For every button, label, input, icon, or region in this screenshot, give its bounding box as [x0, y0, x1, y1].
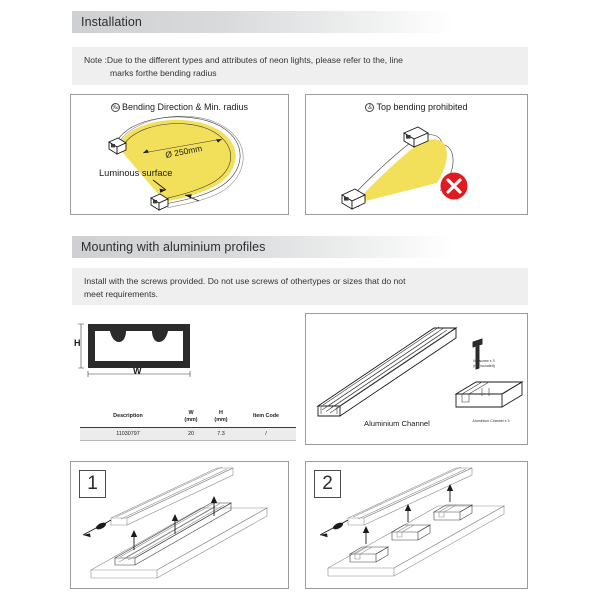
- mounting-note-line1: Install with the screws provided. Do not use screws of othertypes or sizes that do not: [84, 276, 406, 286]
- bending-direction-title: [71, 102, 288, 112]
- assembly-arrows-2: [363, 484, 453, 544]
- mounting-clip-3: [434, 505, 472, 520]
- mounting-clip-2: [392, 525, 430, 540]
- neon-strip-2: [348, 467, 472, 525]
- col-height: [206, 408, 236, 427]
- cell-width: 20: [176, 427, 206, 440]
- lead-wire-2: [320, 520, 348, 537]
- spec-table: [80, 408, 296, 441]
- mounting-note: [72, 268, 528, 305]
- cell-height: 7.3: [206, 427, 236, 440]
- clip-caption: Aluminium Channel x 3: [472, 419, 510, 423]
- step-1-number: 1: [79, 470, 106, 498]
- cell-item-code: /: [236, 427, 296, 440]
- top-bending-prohibited-title-text: Top bending prohibited: [376, 102, 468, 112]
- mounting-clip-1: [350, 547, 388, 562]
- aluminium-channel-caption: Aluminium Channel: [364, 419, 430, 428]
- bending-direction-drawing: [71, 95, 290, 216]
- parts-drawing: [306, 314, 529, 446]
- circled-ampersand-icon: &: [365, 103, 374, 112]
- diameter-label: Ø 250mm: [164, 143, 204, 160]
- col-width-unit: (mm): [184, 416, 198, 423]
- aluminium-channel-part: [318, 327, 456, 416]
- circled-percent-icon: ‰: [112, 105, 119, 111]
- col-width: [176, 408, 206, 427]
- bending-direction-diagram: [70, 94, 289, 215]
- col-height-letter: H: [219, 410, 223, 416]
- top-bending-prohibited-title: [306, 102, 527, 112]
- step-2-number: 2: [314, 470, 341, 498]
- channel-clip-part: [456, 382, 522, 407]
- cell-description: 11030797: [80, 427, 176, 440]
- luminous-surface-label: Luminous surface: [99, 168, 173, 178]
- installation-note-line2: marks forthe bending radius: [110, 68, 217, 79]
- col-description: Description: [80, 408, 176, 427]
- tube-end-bottom-2: [342, 189, 365, 209]
- section-header-installation: [72, 11, 454, 33]
- profile-cross-section: [72, 318, 212, 378]
- profile-height-label: H: [74, 338, 81, 348]
- bending-direction-title-text: Bending Direction & Min. radius: [121, 102, 249, 112]
- installation-note: [72, 47, 528, 85]
- screw-caption-line2: (not included): [473, 364, 495, 369]
- step-1-panel: [70, 461, 289, 589]
- parts-diagram: [305, 313, 528, 445]
- col-height-unit: (mm): [214, 416, 228, 423]
- col-item-code: Item Code: [236, 408, 296, 427]
- step-2-panel: [305, 461, 528, 589]
- profile-width-label: W: [133, 366, 142, 376]
- section-title-installation: Installation: [81, 15, 142, 29]
- section-header-mounting: [72, 236, 454, 258]
- prohibited-icon: [441, 173, 468, 200]
- col-width-letter: W: [188, 410, 194, 416]
- section-title-mounting: Mounting with aluminium profiles: [81, 240, 266, 254]
- top-bending-prohibited-diagram: [305, 94, 528, 215]
- table-row: [80, 427, 296, 440]
- screw-caption-line1: M3 screw x 3: [473, 359, 495, 363]
- lead-wire: [83, 520, 111, 537]
- top-bending-drawing: [306, 95, 529, 216]
- neon-strip: [111, 467, 233, 525]
- screw-caption: [454, 359, 514, 369]
- table-header-row: [80, 408, 296, 427]
- installation-note-line1: Note :Due to the different types and attributes of neon lights, please refer to the, line: [84, 55, 403, 65]
- mounting-note-line2: meet requirements.: [84, 289, 159, 300]
